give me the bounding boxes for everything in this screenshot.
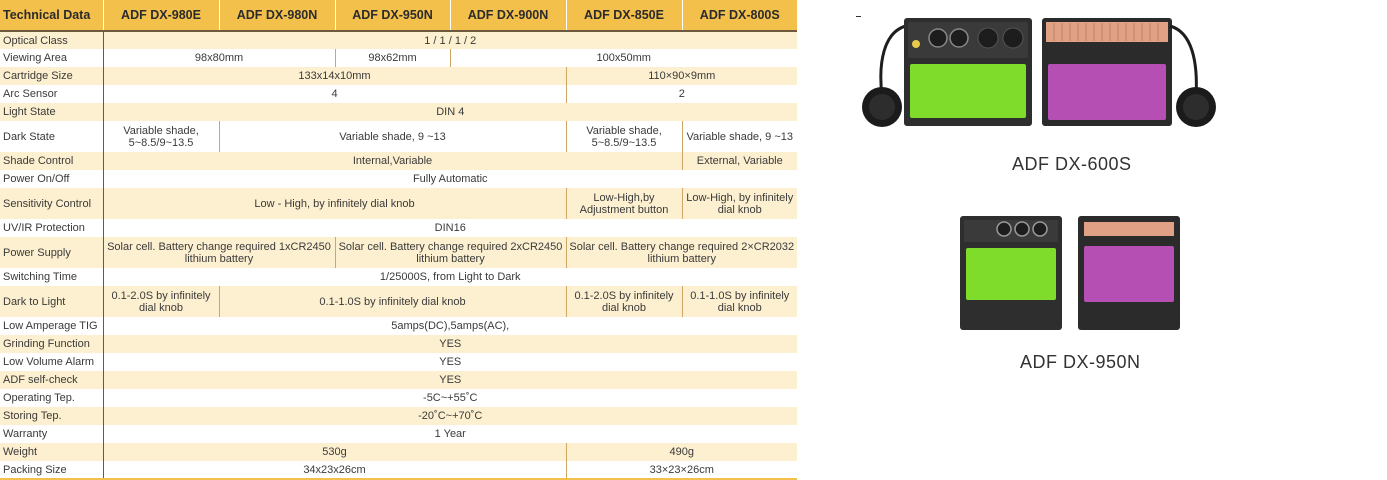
row-label: Packing Size bbox=[0, 461, 103, 479]
dial-knob-icon bbox=[929, 29, 947, 47]
table-row bbox=[0, 219, 797, 237]
table-cell: 1 Year bbox=[103, 425, 797, 443]
table-cell: 110×90×9mm bbox=[566, 67, 797, 85]
table-row bbox=[0, 31, 797, 49]
table-cell: Solar cell. Battery change required 2×CR2032 lithium battery bbox=[566, 237, 797, 268]
row-label: Operating Tep. bbox=[0, 389, 103, 407]
lens-green bbox=[910, 64, 1026, 118]
row-label: Weight bbox=[0, 443, 103, 461]
row-label: Switching Time bbox=[0, 268, 103, 286]
table-cell: DIN16 bbox=[103, 219, 797, 237]
table-cell: 0.1-2.0S by infinitely dial knob bbox=[103, 286, 219, 317]
table-cell: 4 bbox=[103, 85, 566, 103]
dial-knob-icon bbox=[978, 28, 998, 48]
table-cell: 1 / 1 / 1 / 2 bbox=[103, 31, 797, 49]
row-label: Low Volume Alarm bbox=[0, 353, 103, 371]
row-label: Sensitivity Control bbox=[0, 188, 103, 219]
table-cell: 100x50mm bbox=[450, 49, 797, 67]
dial-knob-icon bbox=[1015, 222, 1029, 236]
table-cell: Internal,Variable bbox=[103, 152, 682, 170]
lens-green bbox=[966, 248, 1056, 300]
lens-magenta bbox=[1048, 64, 1166, 120]
table-cell: 98x80mm bbox=[103, 49, 335, 67]
header-technical-data: Technical Data bbox=[0, 0, 103, 31]
header-model-3: ADF DX-950N bbox=[335, 0, 450, 31]
table-row bbox=[0, 152, 797, 170]
table-row bbox=[0, 371, 797, 389]
table-row bbox=[0, 461, 797, 479]
table-cell: 2 bbox=[566, 85, 797, 103]
solar-strip bbox=[1084, 222, 1174, 236]
table-cell: YES bbox=[103, 371, 797, 389]
table-row bbox=[0, 67, 797, 85]
table-cell: 0.1-1.0S by infinitely dial knob bbox=[219, 286, 566, 317]
table-row bbox=[0, 443, 797, 461]
row-label: Power Supply bbox=[0, 237, 103, 268]
row-label: Storing Tep. bbox=[0, 407, 103, 425]
row-label: Viewing Area bbox=[0, 49, 103, 67]
table-row bbox=[0, 170, 797, 188]
row-label: Power On/Off bbox=[0, 170, 103, 188]
row-label: Dark to Light bbox=[0, 286, 103, 317]
dial-knob-icon bbox=[997, 222, 1011, 236]
adf-dx-600s-image bbox=[858, 14, 1220, 134]
dial-knob-icon bbox=[1033, 222, 1047, 236]
product-title-adf-dx-950n: ADF DX-950N bbox=[1020, 352, 1141, 372]
row-label: Shade Control bbox=[0, 152, 103, 170]
table-cell: 490g bbox=[566, 443, 797, 461]
table-row bbox=[0, 335, 797, 353]
table-cell: Variable shade, 9 ~13 bbox=[682, 121, 797, 152]
table-row bbox=[0, 237, 797, 268]
header-model-5: ADF DX-850E bbox=[566, 0, 682, 31]
table-cell: YES bbox=[103, 335, 797, 353]
row-label: Arc Sensor bbox=[0, 85, 103, 103]
lens-magenta bbox=[1084, 246, 1174, 302]
table-row bbox=[0, 389, 797, 407]
adf-dx-950n-image bbox=[960, 214, 1184, 332]
row-label: UV/IR Protection bbox=[0, 219, 103, 237]
row-label: Dark State bbox=[0, 121, 103, 152]
table-cell: Low-High, by infinitely dial knob bbox=[682, 188, 797, 219]
table-cell: Variable shade, 5~8.5/9~13.5 bbox=[103, 121, 219, 152]
table-row bbox=[0, 286, 797, 317]
header-model-2: ADF DX-980N bbox=[219, 0, 335, 31]
header-model-1: ADF DX-980E bbox=[103, 0, 219, 31]
dial-knob-icon bbox=[950, 29, 968, 47]
table-cell: Low - High, by infinitely dial knob bbox=[103, 188, 566, 219]
row-label: Warranty bbox=[0, 425, 103, 443]
table-cell: Solar cell. Battery change required 2xCR2450 lithium battery bbox=[335, 237, 566, 268]
row-label: Grinding Function bbox=[0, 335, 103, 353]
table-row bbox=[0, 121, 797, 152]
table-cell: Low-High,by Adjustment button bbox=[566, 188, 682, 219]
table-cell: YES bbox=[103, 353, 797, 371]
table-cell: 0.1-2.0S by infinitely dial knob bbox=[566, 286, 682, 317]
table-cell: 1/25000S, from Light to Dark bbox=[103, 268, 797, 286]
table-cell: 34x23x26cm bbox=[103, 461, 566, 479]
table-cell: 530g bbox=[103, 443, 566, 461]
row-label: Optical Class bbox=[0, 31, 103, 49]
header-model-4: ADF DX-900N bbox=[450, 0, 566, 31]
row-label: Light State bbox=[0, 103, 103, 121]
row-label: ADF self-check bbox=[0, 371, 103, 389]
table-cell: DIN 4 bbox=[103, 103, 797, 121]
table-row bbox=[0, 188, 797, 219]
row-label: Low Amperage TIG bbox=[0, 317, 103, 335]
table-cell: 98x62mm bbox=[335, 49, 450, 67]
table-cell: 0.1-1.0S by infinitely dial knob bbox=[682, 286, 797, 317]
row-label: Cartridge Size bbox=[0, 67, 103, 85]
table-cell: 33×23×26cm bbox=[566, 461, 797, 479]
table-row bbox=[0, 317, 797, 335]
table-cell: Variable shade, 5~8.5/9~13.5 bbox=[566, 121, 682, 152]
product-title-adf-dx-600s: ADF DX-600S bbox=[1012, 154, 1132, 174]
table-row bbox=[0, 103, 797, 121]
table-row bbox=[0, 407, 797, 425]
table-cell: 133x14x10mm bbox=[103, 67, 566, 85]
table-cell: Fully Automatic bbox=[103, 170, 797, 188]
header-model-6: ADF DX-800S bbox=[682, 0, 797, 31]
table-cell: -5C~+55˚C bbox=[103, 389, 797, 407]
table-cell: -20˚C~+70˚C bbox=[103, 407, 797, 425]
table-cell: Variable shade, 9 ~13 bbox=[219, 121, 566, 152]
table-row bbox=[0, 425, 797, 443]
table-row bbox=[0, 49, 797, 67]
table-cell: 5amps(DC),5amps(AC), bbox=[103, 317, 797, 335]
dial-knob-icon bbox=[1003, 28, 1023, 48]
table-row bbox=[0, 85, 797, 103]
table-header-row bbox=[0, 0, 797, 31]
table-cell: External, Variable bbox=[682, 152, 797, 170]
table-row bbox=[0, 268, 797, 286]
table-row bbox=[0, 353, 797, 371]
table-cell: Solar cell. Battery change required 1xCR2450 lithium battery bbox=[103, 237, 335, 268]
